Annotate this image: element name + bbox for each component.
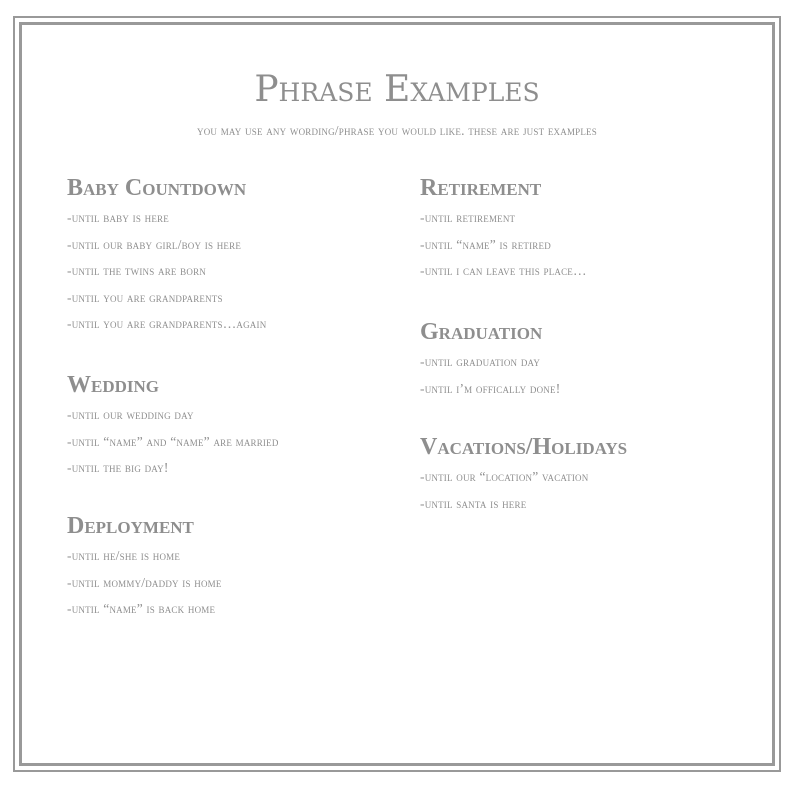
phrase-item: -until the twins are born [67, 263, 206, 278]
phrase-item: -until our “location” vacation [420, 469, 589, 484]
phrase-item: -until retirement [420, 210, 516, 225]
phrase-item: -until the big day! [67, 460, 169, 475]
section-heading: Graduation [420, 319, 543, 345]
phrase-item: -until he/she is home [67, 548, 181, 563]
phrase-item: -until mommy/daddy is home [67, 574, 222, 590]
phrase-item: -until our baby girl/boy is here [67, 236, 242, 252]
phrase-list [420, 205, 760, 285]
phrase-item: -until graduation day [420, 354, 541, 369]
phrase-item: -until santa is here [420, 495, 527, 511]
section-heading: Retirement [420, 175, 542, 201]
phrase-item: -until you are grandparents…again [67, 316, 267, 331]
phrase-item: -until “name” is retired [420, 236, 551, 252]
section-wedding [67, 373, 407, 482]
section-heading: Deployment [67, 513, 194, 539]
phrase-list [420, 349, 760, 402]
section-deployment [67, 514, 407, 623]
phrase-item: -until i can leave this place… [420, 263, 587, 278]
section-retirement [420, 176, 760, 285]
phrase-item: -until “name” is back home [67, 601, 216, 616]
section-graduation [420, 320, 760, 402]
phrase-item: -until i’m offically done! [420, 380, 561, 396]
section-heading: Wedding [67, 372, 160, 398]
section-heading: Vacations/Holidays [420, 434, 628, 460]
section-heading: Baby Countdown [67, 175, 247, 201]
phrase-list [67, 205, 407, 338]
page-subtitle: you may use any wording/phrase you would like. these are just examples [197, 123, 597, 138]
phrase-item: -until baby is here [67, 210, 169, 225]
phrase-list [67, 402, 407, 482]
phrase-list [67, 543, 407, 623]
section-baby-countdown [67, 176, 407, 338]
phrase-item: -until our wedding day [67, 407, 194, 422]
section-vacations-holidays [420, 435, 760, 517]
phrase-list [420, 464, 760, 517]
phrase-item: -until you are grandparents [67, 289, 223, 305]
phrase-item: -until “name” and “name” are married [67, 433, 279, 449]
page-title: Phrase Examples [254, 69, 540, 110]
